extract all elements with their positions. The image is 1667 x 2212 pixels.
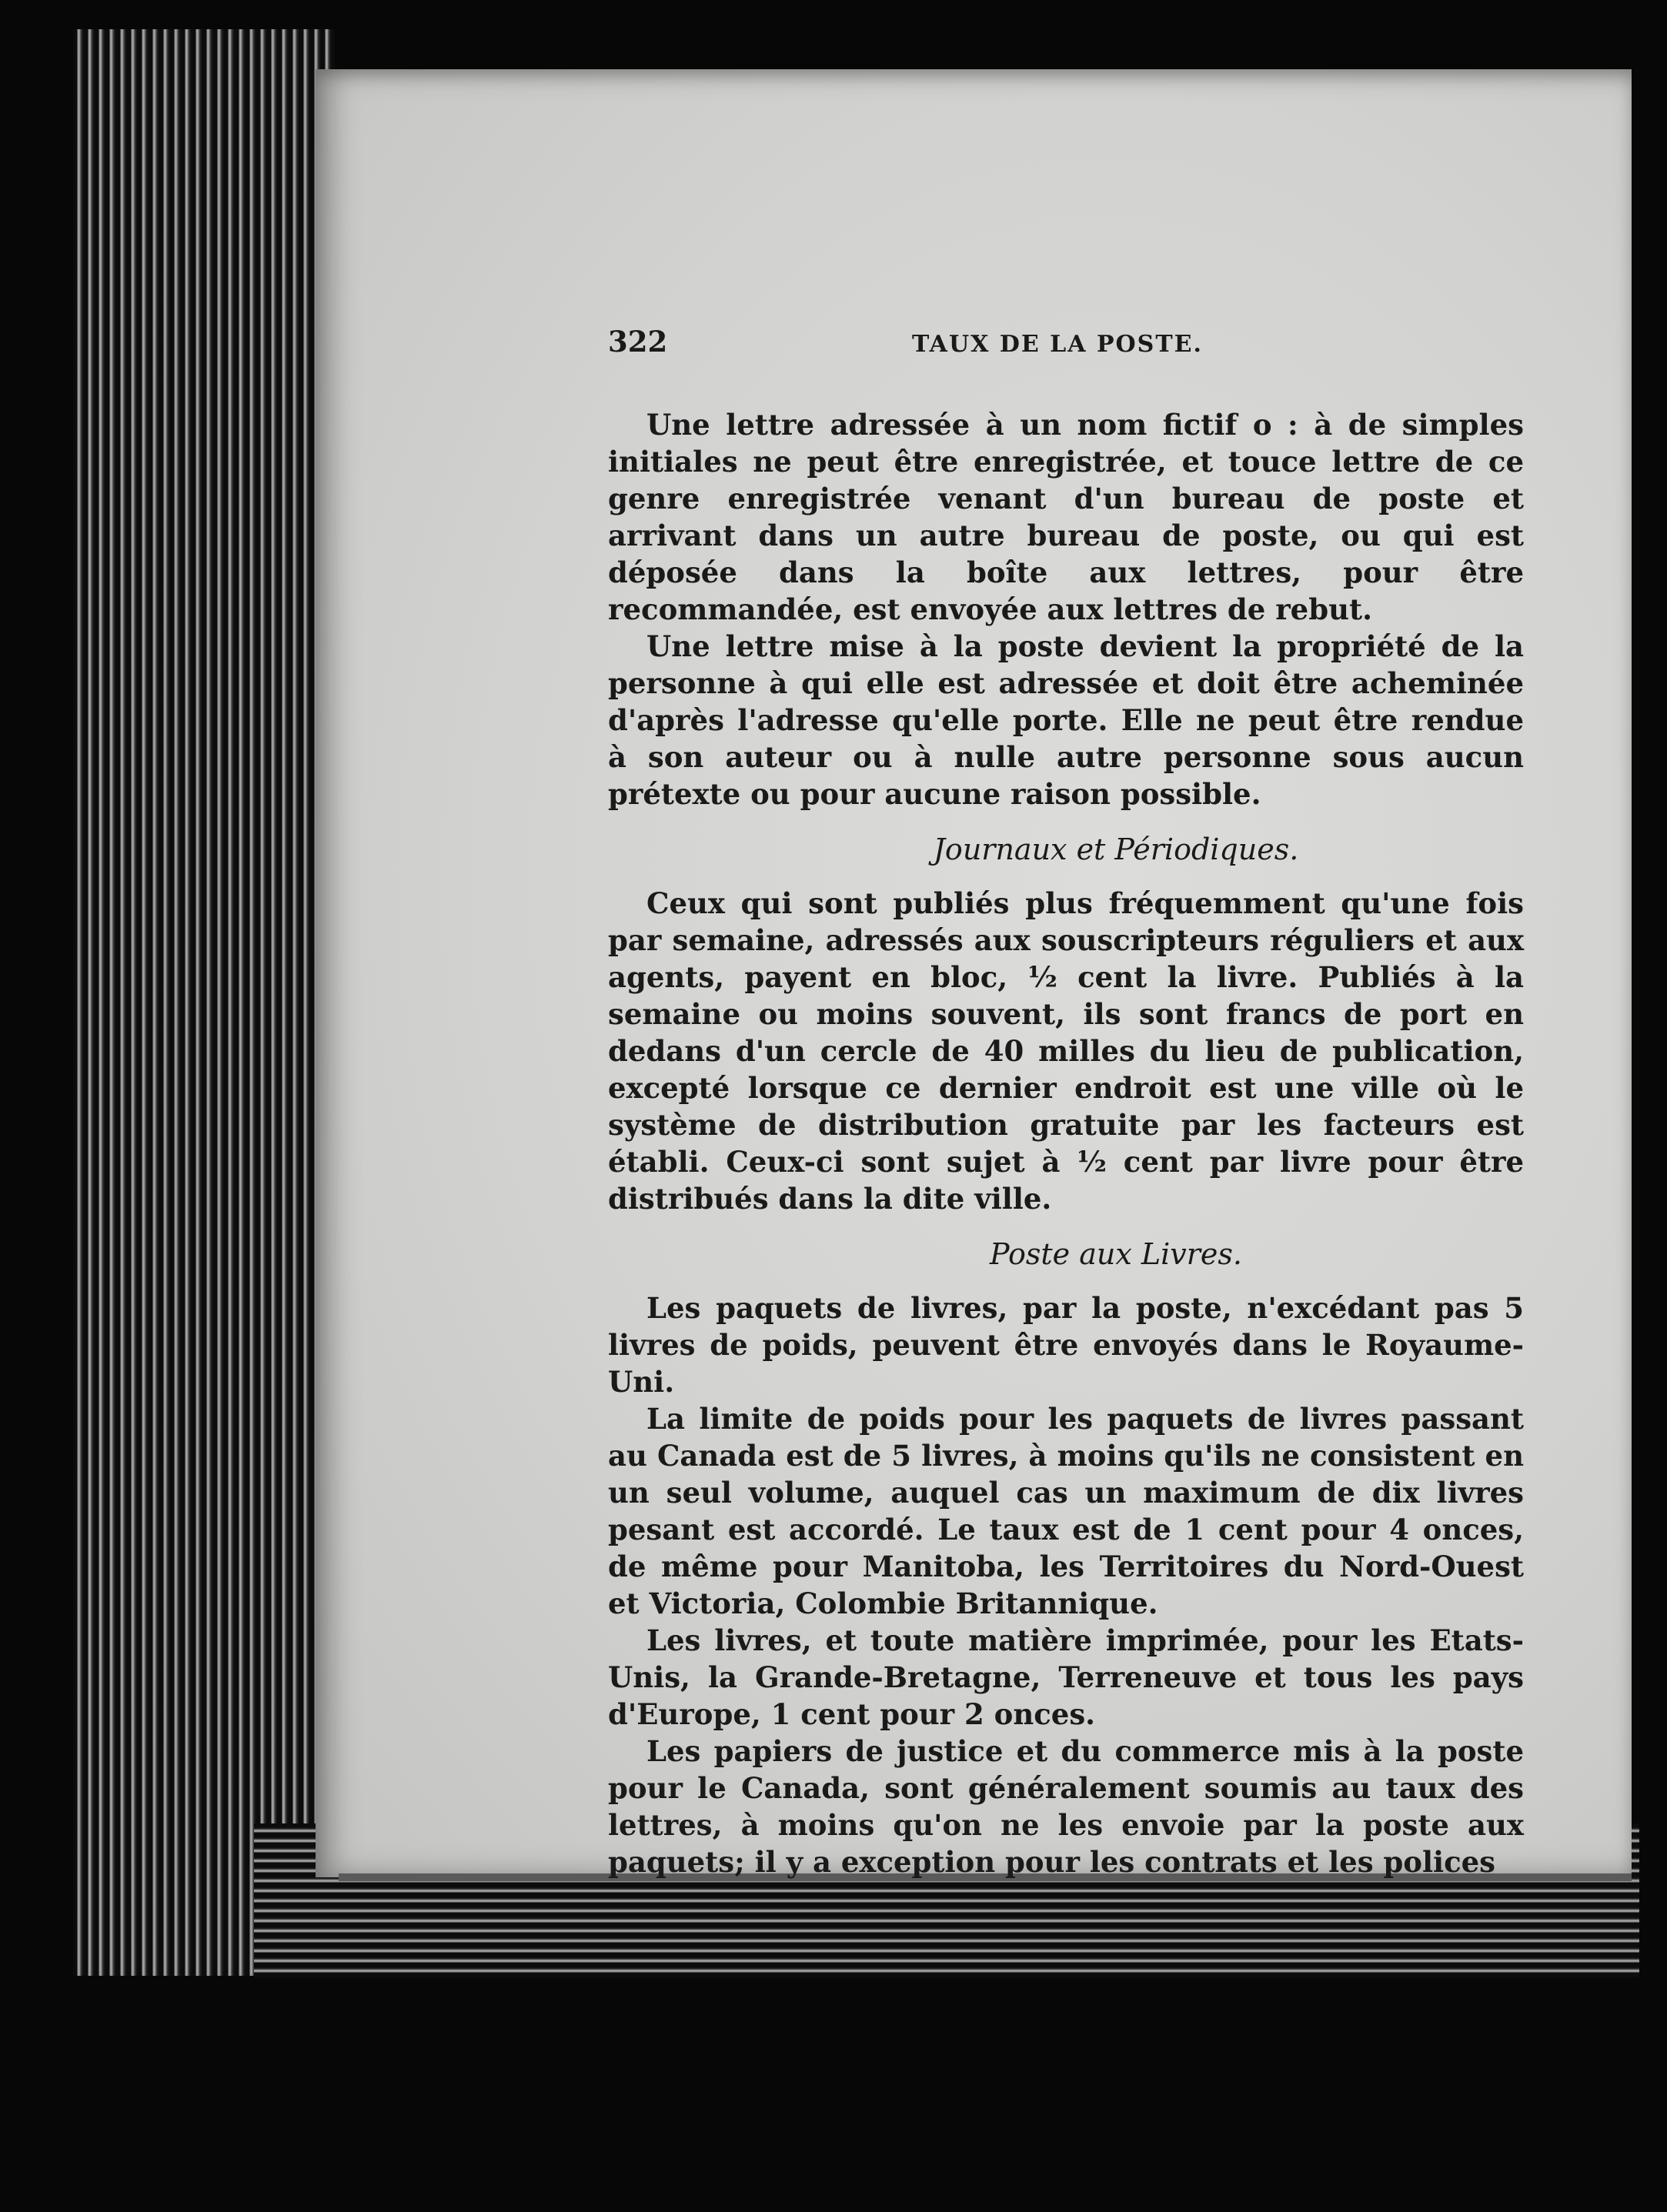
paragraph: Les paquets de livres, par la poste, n'excédant pas 5 livres de poids, peuvent être envoyés dans le Royaume-Uni. <box>608 1291 1524 1399</box>
section-title-poste-livres: Poste aux Livres. <box>990 1237 1242 1271</box>
running-head: TAUX DE LA POSTE. <box>912 331 1203 358</box>
section-title-journaux: Journaux et Périodiques. <box>933 832 1299 866</box>
paragraph: Ceux qui sont publiés plus fréquemment qu'une fois par semaine, adressés aux souscripteurs réguliers et aux agents, payent en bloc, ½ cent la livre. Publiés à la semaine ou moins souvent, ils sont francs de port en dedans d'un cercle de 40 milles du lieu de publication, excepté lorsque ce dernier endroit est une ville où le système de distribution gratuite par les facteurs est établi. Ceux-ci sont sujet à ½ cent par livre pour être distribués dans la dite ville. <box>608 886 1524 1216</box>
page-text <box>608 323 1524 1880</box>
paragraph: Une lettre adressée à un nom fictif o : à de simples initiales ne peut être enregistrée, et touce lettre de ce genre enregistrée venant d'un bureau de poste et arrivant dans un autre bureau de poste, ou qui est déposée dans la boîte aux lettres, pour être recommandée, est envoyée aux lettres de rebut. <box>608 408 1524 626</box>
page-number: 322 <box>608 325 668 359</box>
paragraph: La limite de poids pour les paquets de livres passant au Canada est de 5 livres, à moins qu'ils ne consistent en un seul volume, auquel cas un maximum de dix livres pesant est accordé. Le taux est de 1 cent pour 4 onces, de même pour Manitoba, les Territoires du Nord-Ouest et Victoria, Colombie Britannique. <box>608 1402 1524 1620</box>
page-header <box>608 323 1524 385</box>
paragraph: Les papiers de justice et du commerce mis à la poste pour le Canada, sont généralement soumis au taux des lettres, à moins qu'on ne les envoie par la poste aux paquets; il y a exception pour les contrats et les polices <box>608 1734 1524 1879</box>
book-page-edges <box>73 29 335 1976</box>
paragraph: Les livres, et toute matière imprimée, pour les Etats-Unis, la Grande-Bretagne, Terreneuve et tous les pays d'Europe, 1 cent pour 2 onces. <box>608 1623 1524 1731</box>
paragraph: Une lettre mise à la poste devient la propriété de la personne à qui elle est adressée et doit être acheminée d'après l'adresse qu'elle porte. Elle ne peut être rendue à son auteur ou à nulle autre personne sous aucun prétexte ou pour aucune raison possible. <box>608 629 1524 811</box>
